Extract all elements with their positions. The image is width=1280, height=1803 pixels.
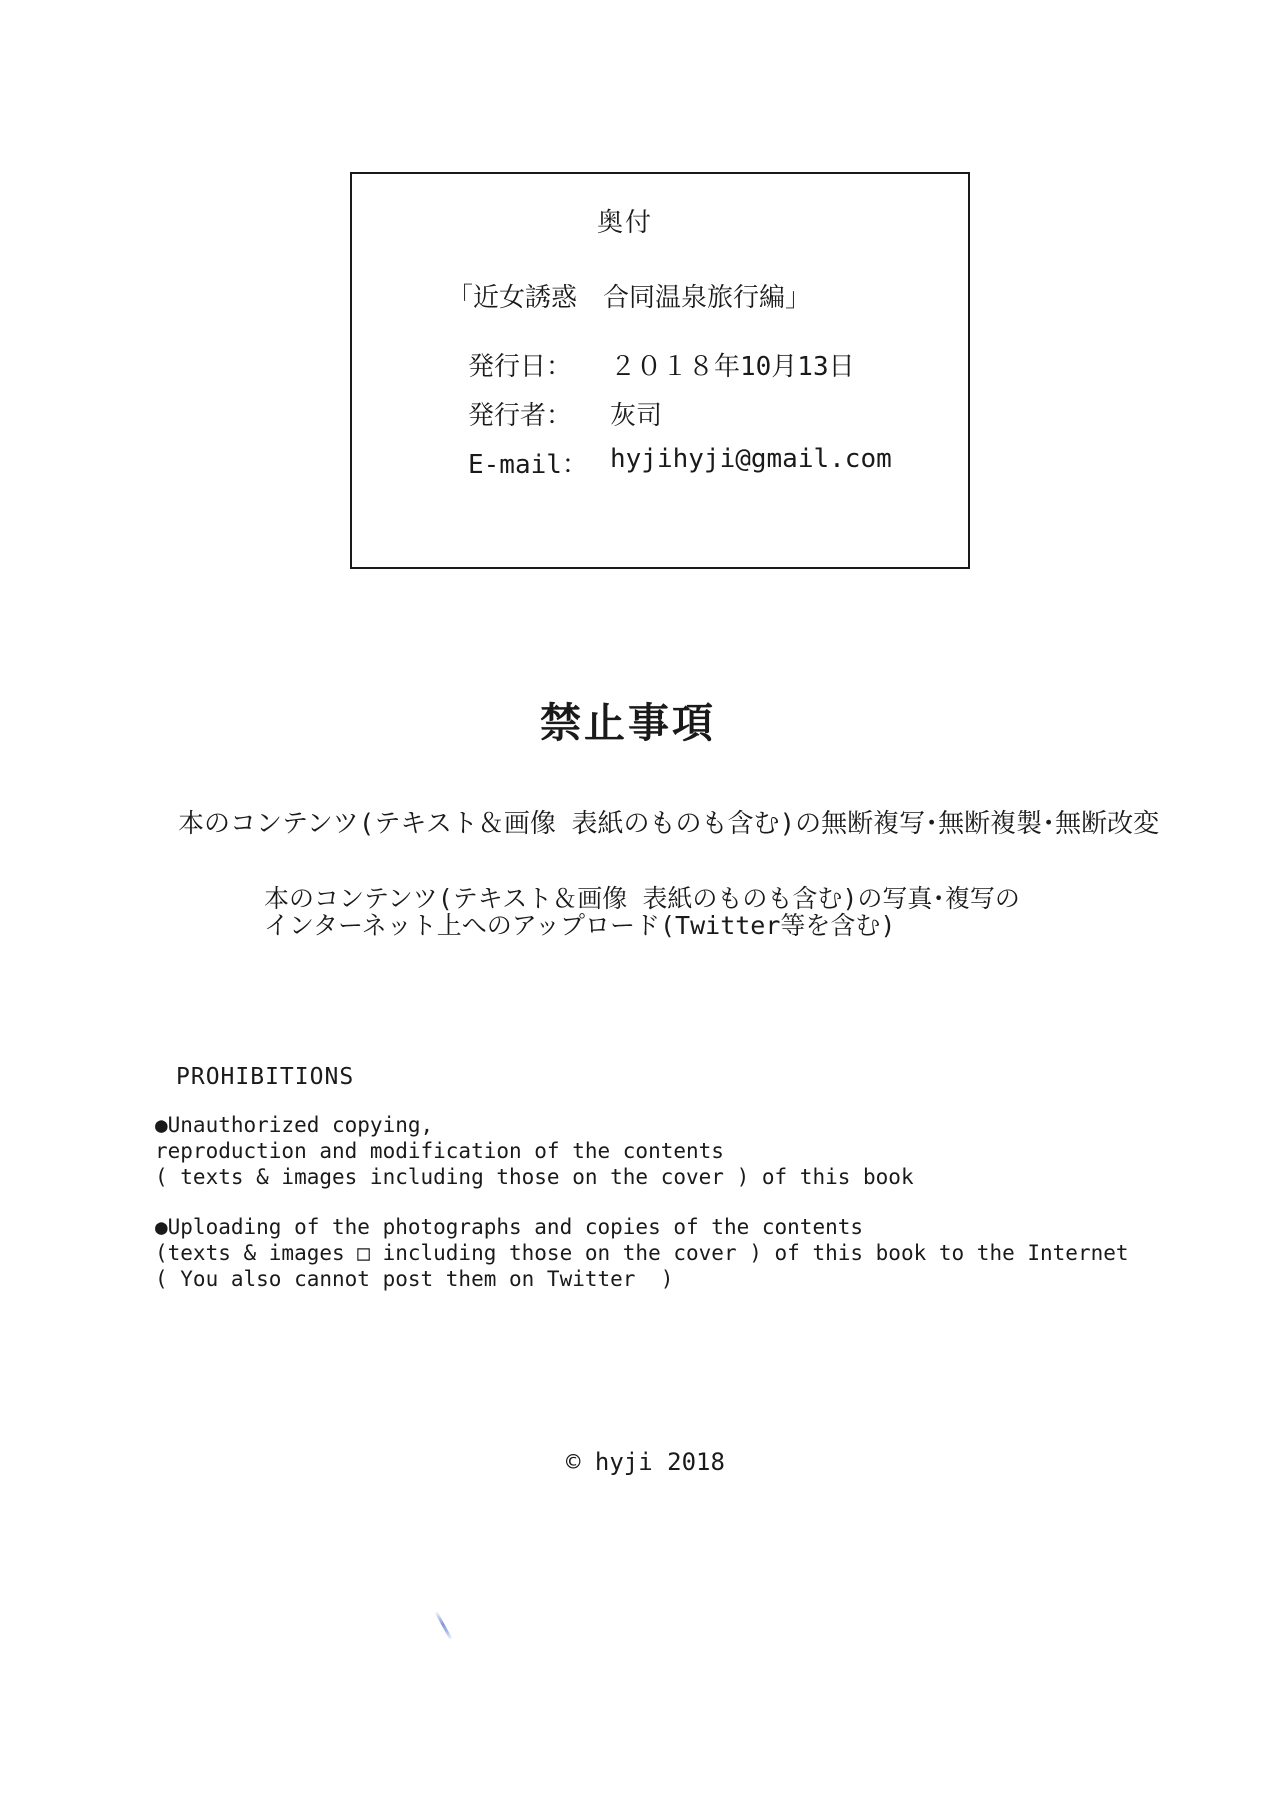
colophon-box [350, 172, 970, 569]
prohibitions-en-heading: PROHIBITIONS [176, 1064, 355, 1090]
email-row [468, 444, 958, 493]
prohibition-jp-item-1: 本のコンテンツ(テキスト＆画像 表紙のものも含む)の無断複写･無断複製･無断改変 [178, 809, 1160, 839]
prohibition-en-item-1-line-2: reproduction and modification of the contents [155, 1139, 724, 1163]
publish-date-row [468, 346, 958, 395]
prohibition-jp-item-2-line-1: 本のコンテンツ(テキスト＆画像 表紙のものも含む)の写真･複写の [264, 884, 1020, 913]
prohibition-en-item-2-line-3: ( You also cannot post them on Twitter ) [155, 1267, 674, 1291]
publisher-label: 発行者： [468, 401, 573, 431]
copyright-line: © hyji 2018 [566, 1448, 725, 1476]
book-title: 「近女誘惑 合同温泉旅行編」 [447, 283, 812, 313]
prohibition-en-item-2-line-1: ●Uploading of the photographs and copies of the contents [155, 1215, 864, 1239]
prohibition-en-item-1 [155, 1112, 914, 1190]
prohibitions-jp-heading: 禁止事項 [540, 699, 716, 747]
colophon-heading: 奥付 [597, 208, 654, 238]
prohibition-en-item-1-line-1: ●Unauthorized copying, [155, 1113, 434, 1137]
prohibition-en-item-2-line-2: (texts & images □ including those on the cover ) of this book to the Internet [155, 1241, 1129, 1265]
publish-date-label: 発行日： [468, 352, 573, 382]
prohibition-jp-item-2 [264, 885, 1020, 939]
email-label: E-mail： [468, 450, 588, 480]
colophon-rows [468, 346, 958, 493]
prohibition-en-item-2 [155, 1214, 1129, 1292]
publisher-row [468, 395, 958, 444]
publish-date-value: ２０１８年10月13日 [610, 352, 855, 382]
prohibition-jp-item-2-line-2: インターネット上へのアップロード(Twitter等を含む) [264, 911, 896, 940]
email-value: hyjihyji@gmail.com [610, 444, 892, 474]
prohibition-en-item-1-line-3: ( texts & images including those on the cover ) of this book [155, 1165, 914, 1189]
publisher-value: 灰司 [610, 401, 663, 431]
pen-mark-artifact [435, 1611, 453, 1640]
